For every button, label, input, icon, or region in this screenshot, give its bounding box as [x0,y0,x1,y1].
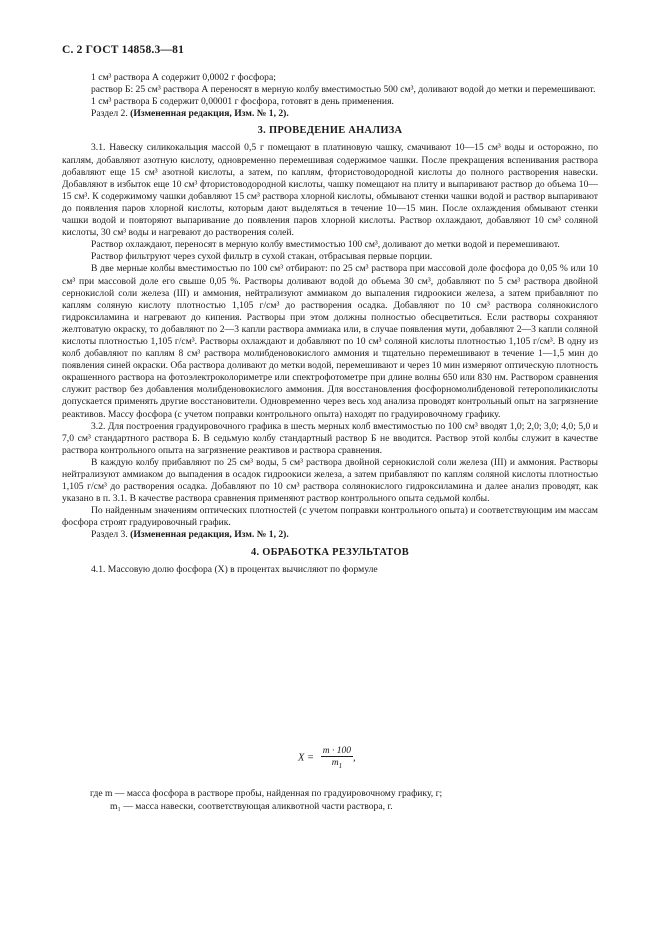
paragraph: В две мерные колбы вместимостью по 100 см³ отбирают: по 25 см³ раствора при массовой доле фосфора до 0,05 % или 10 см³ при массовой доле его свыше 0,05 %. Растворы доливают водой до объема 30 см³, добавляют по 5 см³ раствора двойной сернокислой соли железа (III) и аммония, нейтрализуют аммиаком до выпаления гидроокиси железа, а затем прибавляют по каплям соляную кислоту плотностью 1,105 г/см³ до растворения осадка. Добавляют по 10 см³ раствора солянокислого гидроксиламина и нагревают до кипения. Растворы при этом должны полностью обесцветиться. Если растворы сохраняют желтоватую окраску, то добавляют по 2—3 капли раствора аммиака или, в случае появления мути, добавляют 2—3 капли соляной кислоты плотностью 1,105 г/см³. Растворы охлаждают и добавляют по 10 см³ соляной кислоты плотностью 1,105 г/см³. В одну из колб добавляют по каплям 8 см³ раствора молибденовокислого аммония и тщательно перемешивают в течение 1—1,5 мин до появления синей окраски. Оба раствора доливают до метки водой, перемешивают и через 10 мин измеряют оптическую плотность окрашенного раствора на фотоэлектроколориметре или спектрофотометре при длине волны 650 или 830 нм. Раствором сравнения служит раствор без добавления молибденовокислого аммония. Для восстановления фосфорномолибденовой гетерополикислоты допускается применять другие восстановители. Одновременно через весь ход анализа проводят контрольный опыт на загрязнение реактивов. Массу фосфора (с учетом поправки контрольного опыта) находят по градуировочному графику. [62,263,598,420]
intro-line-1: 1 см³ раствора А содержит 0,0002 г фосфора; [91,72,276,83]
formula-denominator: $m_1$ [331,758,343,770]
formula-fraction [321,746,353,770]
paragraph-3-2: 3.2. Для построения градуировочного графика в шесть мерных колб вместимостью по 100 см³ вводят 1,0; 2,0; 3,0; 4,0; 5,0 и 7,0 см³ стандартного раствора Б. В седьмую колбу стандартный раствор Б не вводится. Раствор этой колбы служит в качестве раствора контрольного опыта на загрязнение реактивов и раствора сравнения. [62,420,598,456]
amendment-note-2 [62,108,598,120]
variable-definitions [90,788,590,813]
formula-comma: , [353,752,356,764]
paragraph-3-1: 3.1. Навеску силикокальция массой 0,5 г помещают в платиновую чашку, смачивают 10—15 см³ воды и осторожно, по каплям, добавляют азотную кислоту, одновременно перемешивая содержимое чашки. После прекращения вспенивания раствора добавляют еще 15 см³ азотной кислоты, а затем, по каплям, фтористоводородной кислоты до полного растворения навески. Добавляют в избыток еще 10 см³ фтористоводородной кислоты, чашку помещают на плиту и выпаривают раствор до объема 10—15 см³. К содержимому чашки добавляют 15 см³ раствора хлорной кислоты, обмывают стенки чашки водой и раствор выпаривают до появления паров хлорной кислоты, которым дают выделяться в течение 10—15 мин. После охлаждения обмывают стенки чашки водой и повторяют выпаривание до появления паров хлорной кислоты. Раствор охлаждают, добавляют 10 см³ соляной кислоты, 30 см³ воды и нагревают до растворения солей. [62,142,598,239]
formula [298,746,356,770]
amendment-text: (Измененная редакция, Изм. № 1, 2). [130,108,289,120]
amendment-note-3 [62,529,598,541]
paragraph: В каждую колбу прибавляют по 25 см³ воды, 5 см³ раствора двойной сернокислой соли железа (III) и аммония. Растворы нейтрализуют аммиаком до выпадения в осадок гидроокиси железа, а затем прибавляют по каплям соляной кислоты плотностью 1,105 г/см³ до растворения осадка. Добавляют по 10 см³ раствора солянокислого гидроксиламина и далее анализ проводят, как указано в п. 3.1. В качестве раствора сравнения применяют раствор контрольного опыта седьмой колбы. [62,456,598,505]
formula-numerator: m · 100 [322,746,351,756]
amendment-prefix: Раздел 2. [91,108,128,120]
section-4-title: 4. ОБРАБОТКА РЕЗУЛЬТАТОВ [250,546,410,558]
paragraph: Раствор фильтруют через сухой фильтр в сухой стакан, отбрасывая первые порции. [91,251,433,263]
amendment-text: (Измененная редакция, Изм. № 1, 2). [130,529,289,541]
document-body [62,72,598,576]
definition-m: где m — масса фосфора в растворе пробы, найденная по градуировочному графику, г; [90,788,443,799]
paragraph-4-1: 4.1. Массовую долю фосфора (X) в процентах вычисляют по формуле [91,563,378,575]
amendment-prefix: Раздел 3. [91,529,128,541]
formula-lhs: X = [298,752,315,764]
section-3-title: 3. ПРОВЕДЕНИЕ АНАЛИЗА [257,125,403,137]
intro-line-2: раствор Б: 25 см³ раствора А переносят в мерную колбу вместимостью 500 см³, доливают водой до метки и перемешивают. [91,84,596,96]
definition-m1: m₁ — масса навески, соответствующая аликвотной части раствора, г. [110,800,393,812]
page-header: С. 2 ГОСТ 14858.3—81 [62,44,185,56]
paragraph: По найденным значениям оптических плотностей (с учетом поправки контрольного опыта) и соответствующим им массам фосфора строят градуировочный график. [62,505,598,529]
intro-line-3: 1 см³ раствора Б содержит 0,00001 г фосфора, готовят в день применения. [91,96,394,108]
paragraph: Раствор охлаждают, переносят в мерную колбу вместимостью 100 см³, доливают до метки водой и перемешивают. [91,239,560,251]
